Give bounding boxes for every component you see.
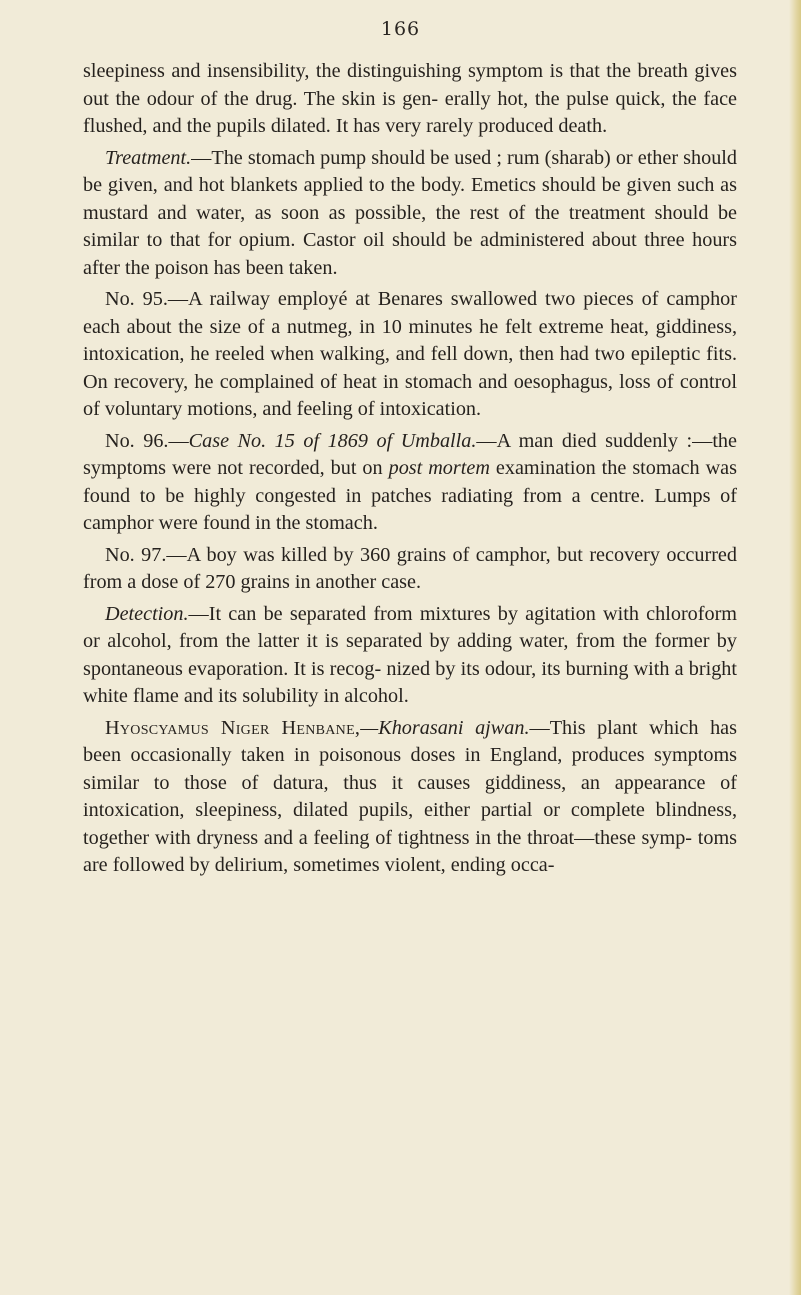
- paragraph-case-97: [83, 542, 737, 597]
- case-reference: Case No. 15 of 1869 of Umballa.: [188, 429, 477, 452]
- paragraph-text: sleepiness and insensibility, the distinguishing symptom is that the breath gives out the odour of the drug. The skin is gen- erally hot, the pulse quick, the face flushed, and the pupils dilated. It has very rarely produced death.: [83, 60, 737, 137]
- paragraph-text: —The stomach pump should be used ; rum (sharab) or ether should be given, and hot blankets applied to the body. Emetics should be given such as mustard and water, as soon as possible, the rest of the treatment should be similar to that for opium. Castor oil should be administered about three hours after the poison has been taken.: [83, 146, 737, 279]
- paragraph-case-95: [83, 286, 737, 424]
- treatment-heading: Treatment.: [105, 146, 192, 169]
- vernacular-name: —Khorasani ajwan.: [360, 716, 530, 739]
- page-number: 166: [380, 18, 421, 40]
- paragraph-case-96: [83, 428, 737, 538]
- paragraph-intoxication-symptoms: [83, 58, 737, 141]
- detection-heading: Detection.: [105, 602, 189, 625]
- hyoscyamus-heading: Hyoscyamus Niger Henbane,: [105, 716, 361, 739]
- paragraph-text: —This plant which has been occasionally taken in poisonous doses in England, produces symptoms similar to those of datura, thus it causes giddiness, an appearance of intoxication, sleepiness, dilated pupils, either partial or complete blindness, together with dryness and a feeling of tightness in the throat—these symp- toms are followed by delirium, sometimes violent, ending occa-: [83, 716, 737, 876]
- paragraph-detection: [83, 601, 737, 711]
- body-text: [83, 58, 737, 884]
- paragraph-text: —It can be separated from mixtures by agitation with chloroform or alcohol, from the latter it is separated by adding water, from the former by spontaneous evaporation. It is recog- nized by its odour, its burning with a bright white flame and its solubility in alcohol.: [83, 602, 737, 707]
- paragraph-text: No. 95.—A railway employé at Benares swallowed two pieces of camphor each about the size of a nutmeg, in 10 minutes he felt extreme heat, giddiness, intoxication, he reeled when walking, and fell down, then had two epileptic fits. On recovery, he complained of heat in stomach and oesophagus, loss of control of voluntary motions, and feeling of intoxication.: [83, 288, 737, 420]
- paragraph-treatment: [83, 145, 737, 283]
- post-mortem-term: post mortem: [388, 457, 490, 479]
- paragraph-text: examination the stomach was found to be highly congested in patches radiating from a centre. Lumps of camphor were found in the stomach.: [83, 457, 737, 534]
- page-edge-shadow: [789, 0, 801, 1295]
- paragraph-text: —A man died suddenly :—the symptoms were not recorded, but on: [83, 429, 737, 479]
- case-number: No. 96.—: [105, 429, 189, 452]
- paragraph-text: No. 97.—A boy was killed by 360 grains of camphor, but recovery occurred from a dose of 270 grains in another case.: [83, 543, 737, 593]
- paragraph-hyoscyamus: [83, 715, 737, 880]
